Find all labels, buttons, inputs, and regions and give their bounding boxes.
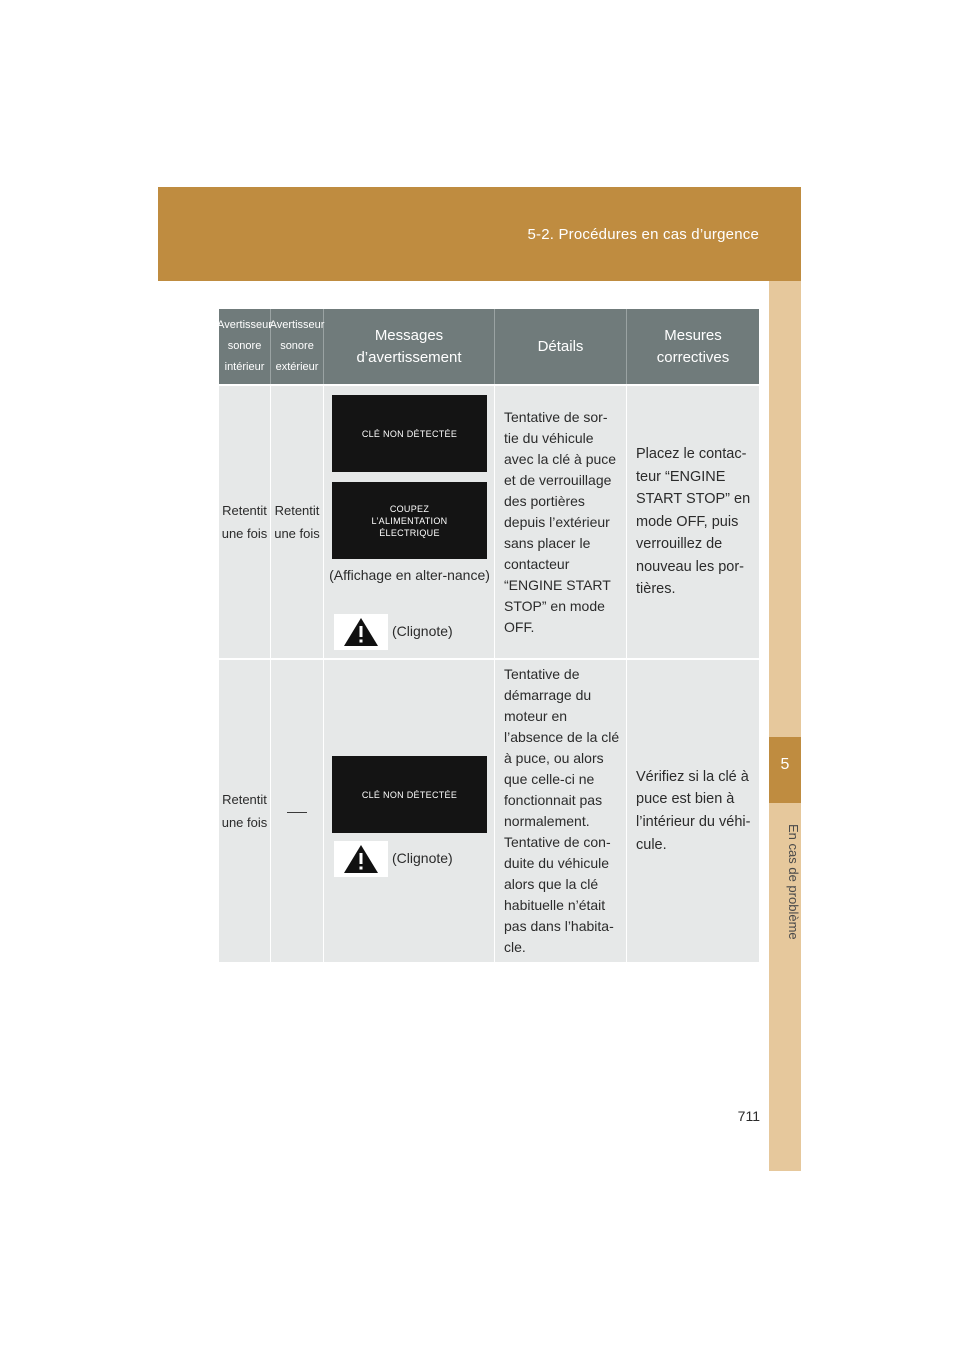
- warning-table: [219, 309, 759, 962]
- interior-buzzer-cell: Retentit une fois: [219, 386, 271, 658]
- measures-cell: Placez le contac-teur “ENGINE START STOP” en mode OFF, puis verrouillez de nouveau les por-tières.: [636, 445, 751, 598]
- display-screen-key-not-detected: CLÉ NON DÉTECTÉE: [332, 756, 487, 833]
- blink-caption: (Clignote): [392, 623, 453, 639]
- table-row: [219, 384, 759, 658]
- col-details: Détails: [495, 309, 627, 384]
- alternance-caption: (Affichage en alter-nance): [329, 567, 490, 583]
- col-messages: Messages d’avertissement: [324, 309, 495, 384]
- warning-triangle-icon: [334, 614, 388, 650]
- col-interior-buzzer: Avertisseur sonore intérieur: [219, 309, 271, 384]
- col-measures: Mesures correctives: [656, 326, 730, 366]
- col-exterior-buzzer: Avertisseur sonore extérieur: [271, 309, 324, 384]
- table-header: [219, 309, 759, 384]
- message-cell: [324, 386, 495, 658]
- exterior-buzzer-cell: Retentit une fois: [271, 386, 324, 658]
- section-title: 5-2. Procédures en cas d’urgence: [527, 226, 759, 243]
- side-strip: [769, 281, 801, 1171]
- display-screen-power-off: COUPEZ L’ALIMENTATION ÉLECTRIQUE: [332, 482, 487, 559]
- interior-buzzer-cell: Retentit une fois: [219, 660, 271, 962]
- section-header-band: [158, 187, 801, 281]
- details-cell: Tentative de sor-tie du véhicule avec la clé à puce et de verrouillage des portières depuis l’extérieur sans placer le contacteur “ENGINE START STOP” en mode OFF.: [495, 386, 627, 658]
- display-screen-key-not-detected: CLÉ NON DÉTECTÉE: [332, 395, 487, 472]
- chapter-title: En cas de problème: [786, 824, 801, 940]
- chapter-number-tab: 5: [769, 737, 801, 803]
- details-cell: Tentative de démarrage du moteur en l’absence de la clé à puce, ou alors que celle-ci ne fonctionnait pas normalement. Tentative de con-duite du véhicule alors que la clé habituelle n’était pas dans l’habita-cle.: [495, 660, 627, 962]
- message-cell: [324, 660, 495, 962]
- blink-caption: (Clignote): [392, 850, 453, 866]
- dash-mark: [287, 812, 307, 813]
- warning-triangle-icon: [334, 841, 388, 877]
- exterior-buzzer-cell: [271, 660, 324, 962]
- table-row: [219, 658, 759, 962]
- measures-cell: Vérifiez si la clé à puce est bien à l’intérieur du véhi-cule.: [636, 768, 751, 853]
- page-number: 711: [737, 1108, 760, 1124]
